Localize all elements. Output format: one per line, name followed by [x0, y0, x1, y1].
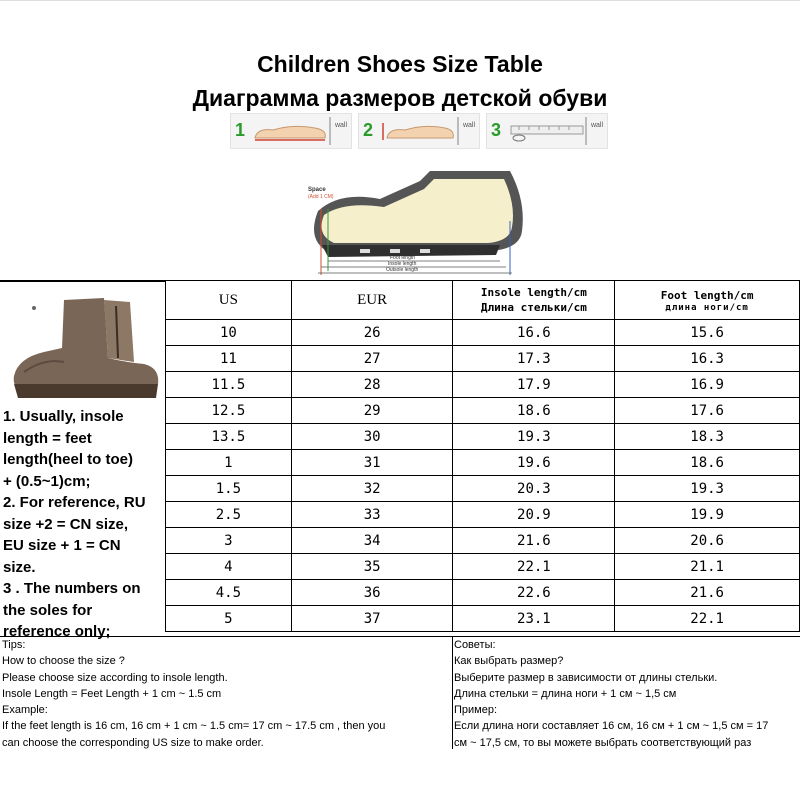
- wall-bar: [585, 117, 587, 145]
- note-line: EU size + 1 = CN: [3, 537, 121, 554]
- note-line: the soles for: [3, 601, 93, 619]
- wall-bar: [329, 117, 331, 145]
- tip-line: Как выбрать размер?: [454, 655, 564, 668]
- insole-length-cell: 19.3: [453, 424, 615, 450]
- us-size-cell: 4.5: [166, 580, 292, 606]
- us-size-cell: 10: [166, 320, 292, 346]
- foot-length-cell: 18.6: [615, 450, 800, 476]
- foot-length-cell: 19.9: [615, 502, 800, 528]
- wall-label: wall: [590, 122, 603, 129]
- us-size-cell: 5: [166, 606, 292, 632]
- foot-length-cell: 15.6: [615, 320, 800, 346]
- eur-size-cell: 35: [291, 554, 453, 580]
- eur-size-cell: 34: [291, 528, 453, 554]
- header-foot-ru: длина ноги/cm: [665, 302, 749, 313]
- foot-length-cell: 19.3: [615, 476, 800, 502]
- eur-size-cell: 31: [291, 450, 453, 476]
- us-size-cell: 4: [166, 554, 292, 580]
- insole-length-cell: 20.3: [453, 476, 615, 502]
- us-size-cell: 3: [166, 528, 292, 554]
- tip-line: Если длина ноги составляет 16 см, 16 см + 1 см ~ 1,5 см = 17: [454, 720, 769, 733]
- tips-russian: [452, 637, 800, 749]
- foot-length-label: Foot length: [390, 255, 416, 261]
- foot-length-cell: 16.9: [615, 372, 800, 398]
- us-size-cell: 2.5: [166, 502, 292, 528]
- table-row: [166, 502, 800, 528]
- insole-length-cell: 20.9: [453, 502, 615, 528]
- note-line: size +2 = CN size,: [3, 515, 129, 533]
- table-row: [166, 580, 800, 606]
- wall-label: wall: [462, 122, 475, 129]
- insole-length-cell: 22.1: [453, 554, 615, 580]
- tip-line: Советы:: [454, 639, 496, 651]
- tip-line: Выберите размер в зависимости от длины стельки.: [454, 671, 718, 684]
- shoe-diagram: [300, 161, 530, 279]
- foot-icon: [253, 120, 333, 142]
- tip-line: Tips:: [2, 639, 26, 651]
- insole-length-cell: 19.6: [453, 450, 615, 476]
- header-insole-ru: Длина стельки/cm: [480, 301, 587, 314]
- step-number: 2: [363, 120, 374, 140]
- foot-length-cell: 18.3: [615, 424, 800, 450]
- insole-length-label: Insole length: [388, 261, 417, 267]
- foot-length-cell: 17.6: [615, 398, 800, 424]
- measure-step-2: [358, 113, 480, 149]
- note-line: length(heel to toe): [3, 451, 133, 468]
- header-foot-en: Foot length/cm: [660, 288, 754, 302]
- space-sub-label: (Add 1 CM): [308, 194, 334, 200]
- header-foot: [615, 281, 800, 320]
- table-row: [166, 320, 800, 346]
- us-size-cell: 11.5: [166, 372, 292, 398]
- note-line: 2. For reference, RU: [3, 494, 146, 511]
- outsole-length-label: Outsole length: [386, 267, 419, 273]
- tip-line: Please choose size according to insole length.: [2, 671, 228, 684]
- header-eur: EUR: [291, 281, 453, 320]
- note-line: length = feet: [3, 429, 92, 447]
- note-line: 1. Usually, insole: [3, 408, 124, 425]
- tip-line: can choose the corresponding US size to make order.: [2, 736, 264, 749]
- note-line: + (0.5~1)cm;: [3, 472, 91, 490]
- table-row: [166, 554, 800, 580]
- table-row: [166, 606, 800, 632]
- foot-length-cell: 16.3: [615, 346, 800, 372]
- us-size-cell: 11: [166, 346, 292, 372]
- tip-line: Пример:: [454, 704, 498, 717]
- wall-bar: [457, 117, 459, 145]
- table-header-row: [166, 281, 800, 320]
- table-row: [166, 346, 800, 372]
- insole-length-cell: 16.6: [453, 320, 615, 346]
- page-title-ru: Диаграмма размеров детской обуви: [192, 85, 608, 111]
- tip-line: Example:: [2, 704, 48, 717]
- table-row: [166, 424, 800, 450]
- foot-length-cell: 21.6: [615, 580, 800, 606]
- us-size-cell: 1: [166, 450, 292, 476]
- ruler-icon: [509, 120, 589, 142]
- us-size-cell: 1.5: [166, 476, 292, 502]
- boot-image: [4, 288, 162, 406]
- tip-line: Длина стельки = длина ноги + 1 см ~ 1,5 см: [454, 687, 677, 700]
- note-line: reference only;: [3, 623, 111, 640]
- measurement-steps: [230, 113, 610, 149]
- table-row: [166, 372, 800, 398]
- insole-length-cell: 18.6: [453, 398, 615, 424]
- insole-length-cell: 21.6: [453, 528, 615, 554]
- table-row: [166, 398, 800, 424]
- table-row: [166, 528, 800, 554]
- table-row: [166, 476, 800, 502]
- insole-length-cell: 22.6: [453, 580, 615, 606]
- table-row: [166, 450, 800, 476]
- measure-step-1: [230, 113, 352, 149]
- notes-column: [0, 280, 165, 638]
- foot-length-cell: 21.1: [615, 554, 800, 580]
- foot-length-cell: 22.1: [615, 606, 800, 632]
- header-insole-en: Insole length/cm: [480, 286, 587, 299]
- tip-line: см ~ 17,5 см, то вы можете выбрать соответствующий раз: [454, 736, 752, 749]
- insole-length-cell: 17.9: [453, 372, 615, 398]
- header-area: [0, 0, 800, 281]
- step-number: 3: [491, 120, 502, 140]
- eur-size-cell: 33: [291, 502, 453, 528]
- space-label: Space: [308, 187, 326, 193]
- header-us: US: [166, 281, 292, 320]
- eur-size-cell: 27: [291, 346, 453, 372]
- tip-line: How to choose the size ?: [2, 655, 125, 668]
- eur-size-cell: 28: [291, 372, 453, 398]
- eur-size-cell: 36: [291, 580, 453, 606]
- note-line: size.: [3, 558, 36, 576]
- us-size-cell: 13.5: [166, 424, 292, 450]
- tip-line: Insole Length = Feet Length + 1 cm ~ 1.5 cm: [2, 687, 222, 700]
- insole-length-cell: 17.3: [453, 346, 615, 372]
- insole-length-cell: 23.1: [453, 606, 615, 632]
- header-insole: [453, 281, 615, 320]
- eur-size-cell: 29: [291, 398, 453, 424]
- tips-english: [2, 637, 446, 749]
- eur-size-cell: 37: [291, 606, 453, 632]
- tips-section: [0, 636, 800, 749]
- note-line: 3 . The numbers on: [3, 580, 141, 597]
- step-number: 1: [235, 120, 246, 140]
- eur-size-cell: 30: [291, 424, 453, 450]
- size-table: [165, 280, 800, 632]
- measure-step-3: [486, 113, 608, 149]
- foot-icon: [381, 120, 461, 142]
- size-notes: [3, 406, 163, 643]
- eur-size-cell: 32: [291, 476, 453, 502]
- us-size-cell: 12.5: [166, 398, 292, 424]
- foot-length-cell: 20.6: [615, 528, 800, 554]
- page-title-en: Children Shoes Size Table: [257, 51, 543, 77]
- wall-label: wall: [334, 122, 347, 129]
- tip-line: If the feet length is 16 cm, 16 cm + 1 cm ~ 1.5 cm= 17 cm ~ 17.5 cm , then you: [2, 720, 386, 733]
- eur-size-cell: 26: [291, 320, 453, 346]
